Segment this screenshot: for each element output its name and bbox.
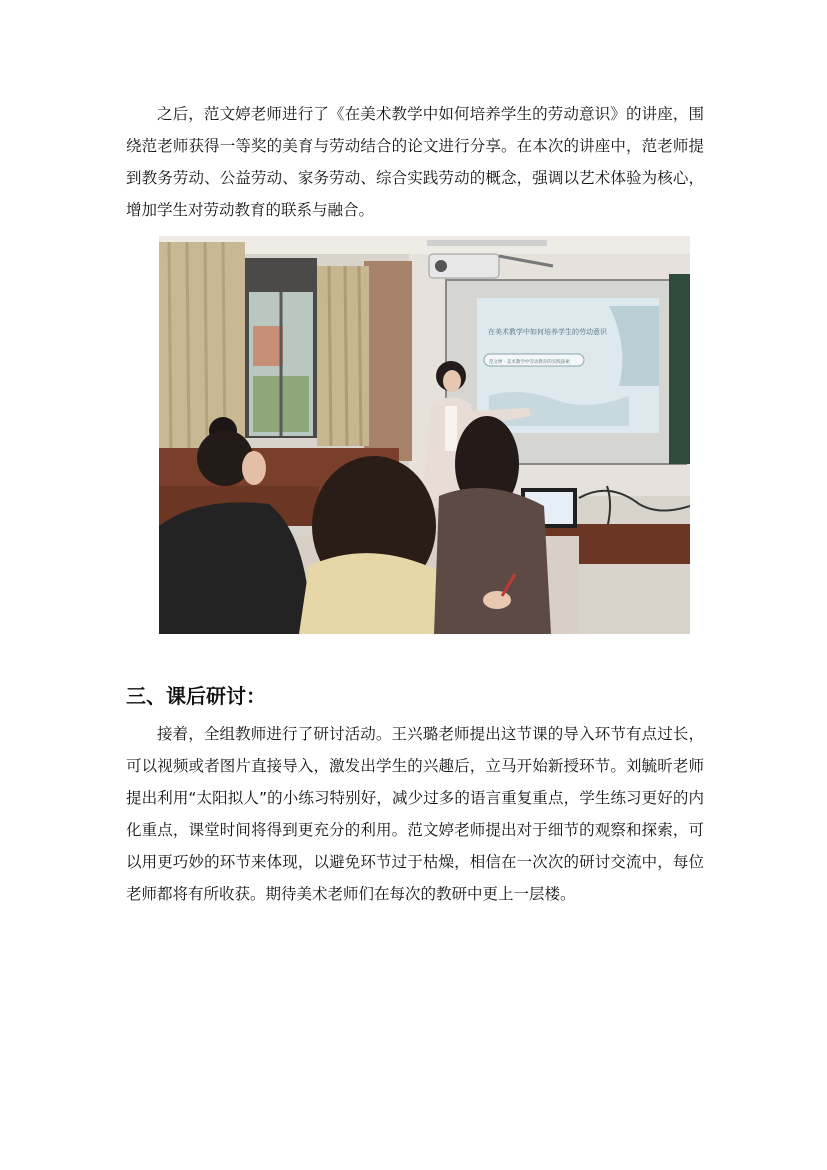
lecture-photo (159, 236, 690, 634)
lecture-paragraph: 之后，范文婷老师进行了《在美术教学中如何培养学生的劳动意识》的讲座，围绕范老师获得一等奖的美育与劳动结合的论文进行分享。在本次的讲座中，范老师提到教务劳动、公益劳动、家务劳动、综合实践劳动的概念，强调以艺术体验为核心，增加学生对劳动教育的联系与融合。 (126, 105, 704, 219)
slide-title-text: 在美术教学中如何培养学生的劳动意识 (488, 328, 607, 336)
slide-subtitle-text: 范文婷 · 美术教学中劳动教育的实践探索 (489, 360, 570, 365)
section-heading: 三、课后研讨： (126, 684, 266, 708)
discussion-paragraph: 接着，全组教师进行了研讨活动。王兴璐老师提出这节课的导入环节有点过长，可以视频或者图片直接导入，激发出学生的兴趣后，立马开始新授环节。刘毓昕老师提出利用“太阳拟人”的小练习特别好，减少过多的语言重复重点，学生练习更好的内化重点，课堂时间将得到更充分的利用。范文婷老师提出对于细节的观察和探索，可以用更巧妙的环节来体现，以避免环节过于枯燥，相信在一次次的研讨交流中，每位老师都将有所收获。期待美术老师们在每次的教研中更上一层楼。 (126, 725, 704, 903)
